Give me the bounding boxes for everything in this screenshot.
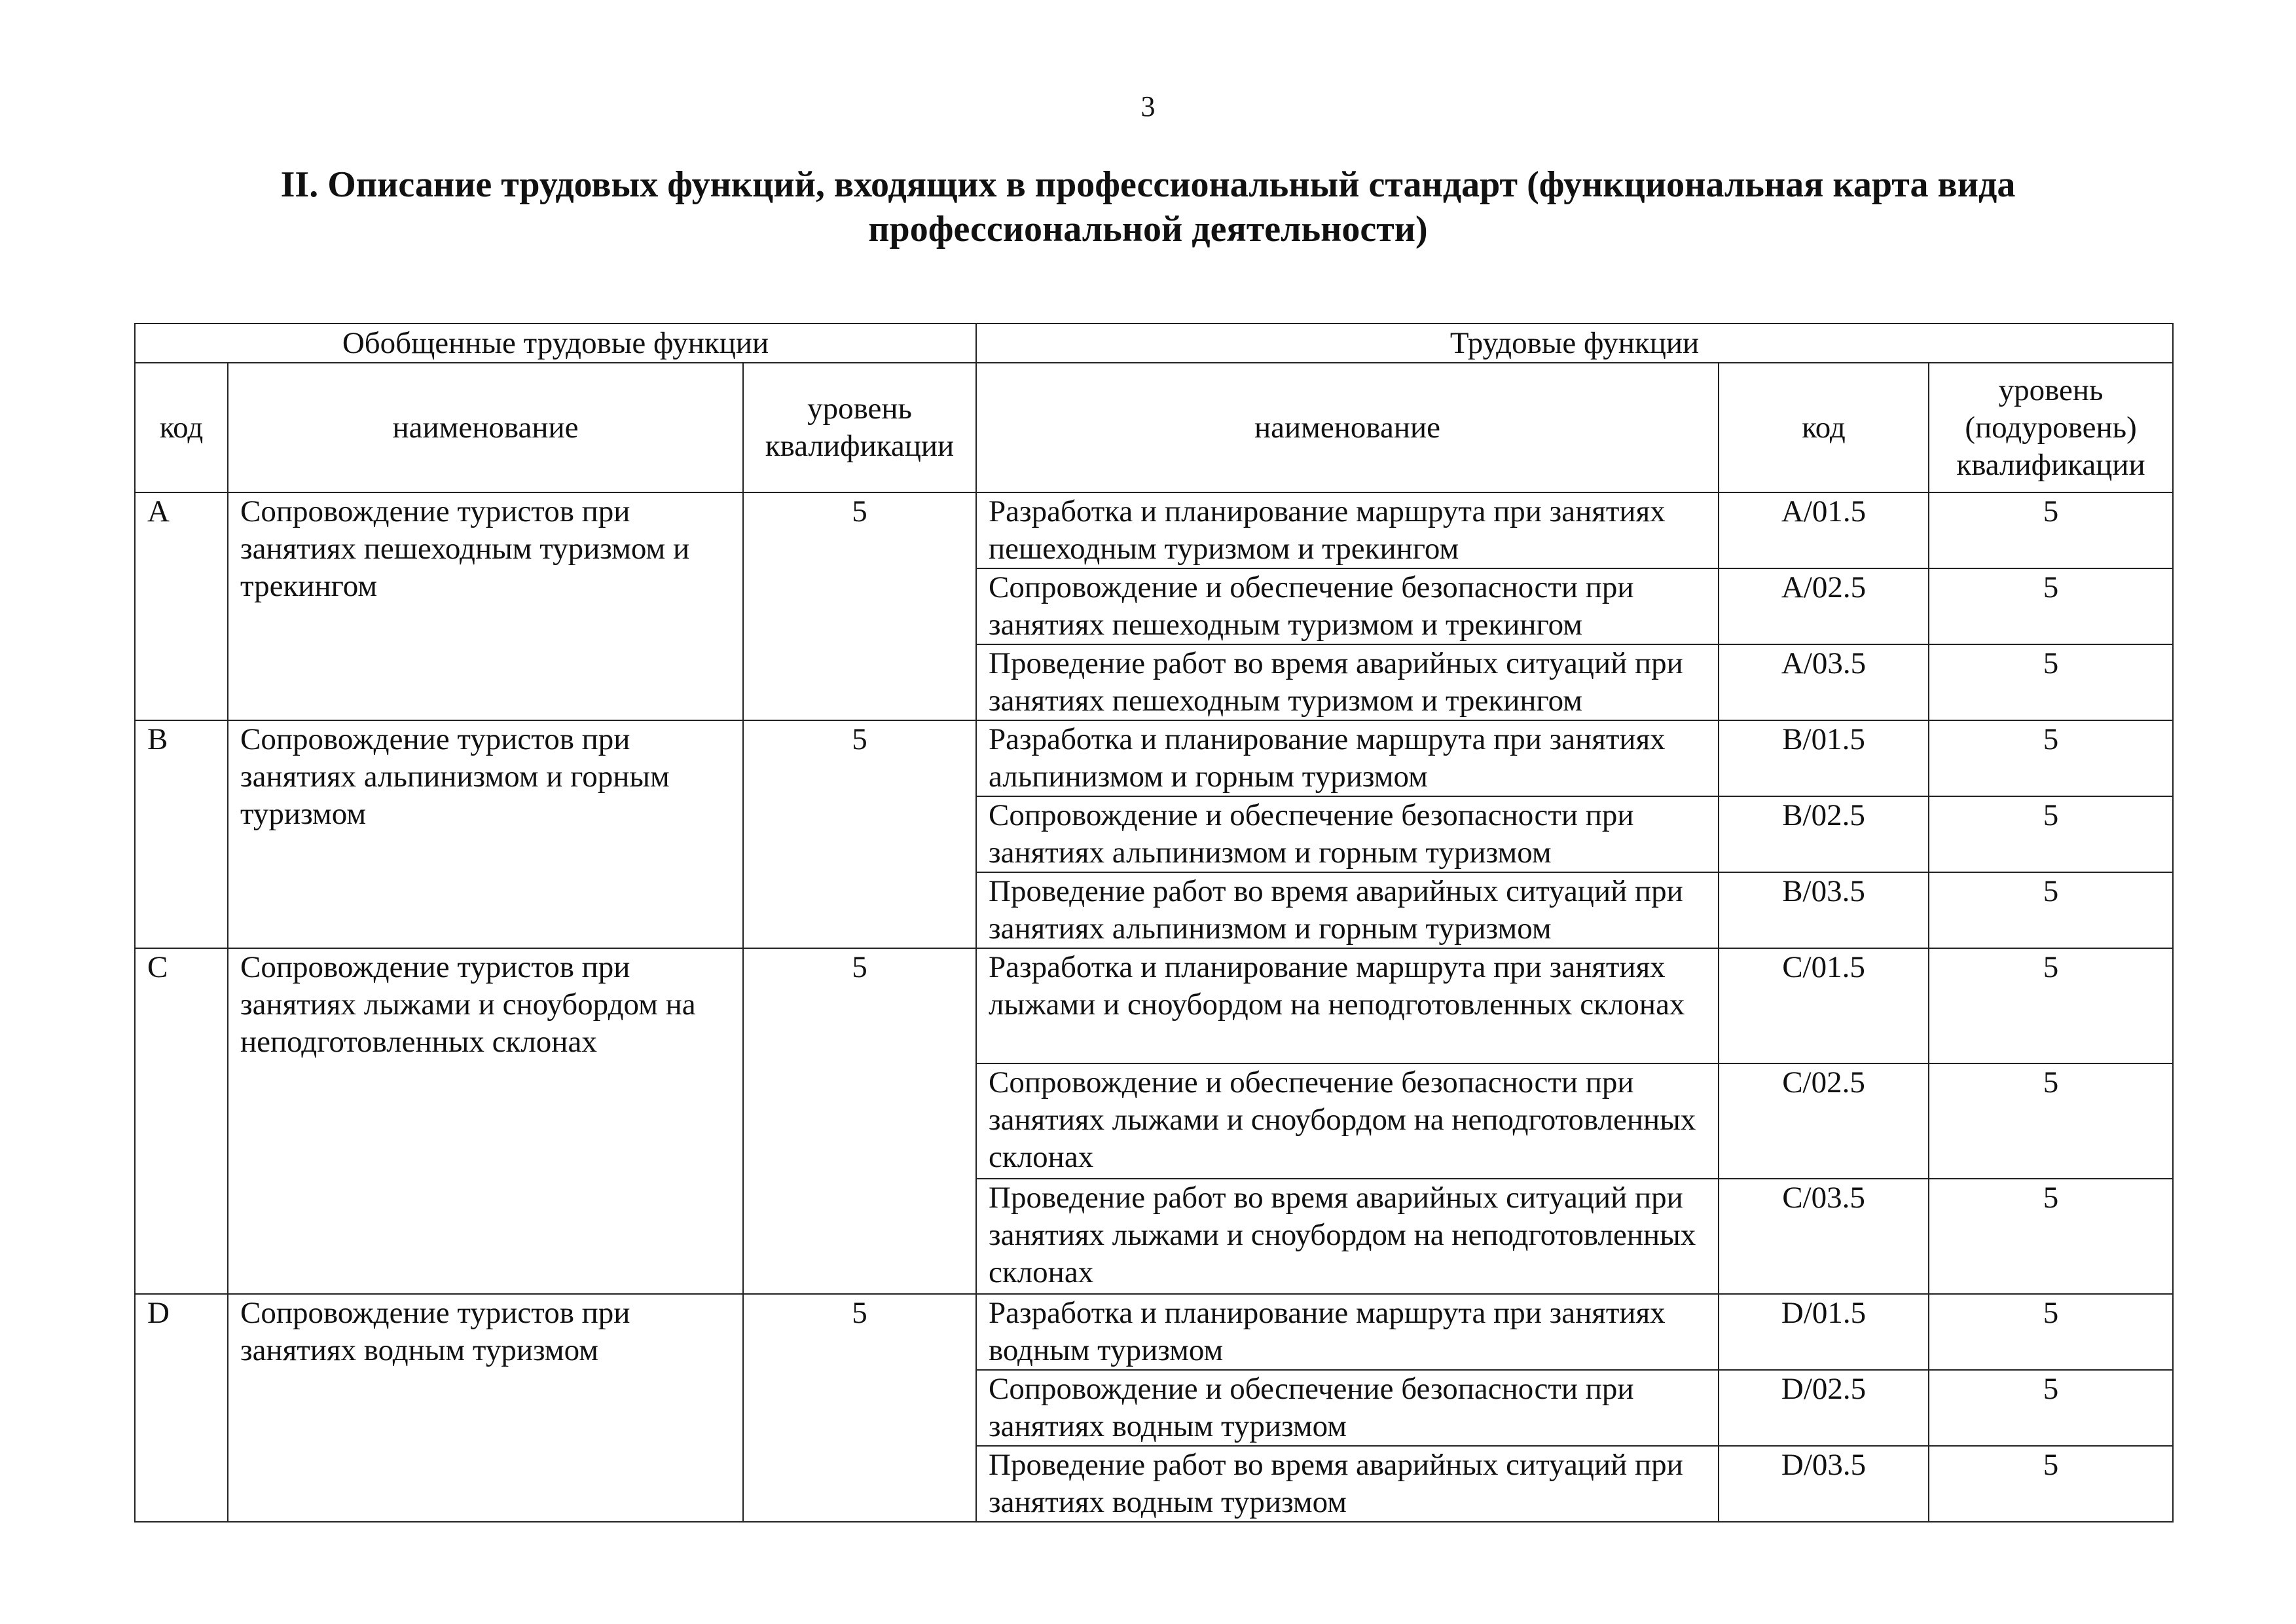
labor-function-name: Сопровождение и обеспечение безопасности при занятиях лыжами и сноубордом на неподготовленных склонах [976, 1063, 1719, 1179]
generalized-function-code: B [135, 720, 228, 948]
column-header-function-name: наименование [976, 363, 1719, 492]
generalized-functions-header: Обобщенные трудовые функции [135, 323, 976, 363]
table-row [135, 948, 2173, 1063]
labor-function-name: Разработка и планирование маршрута при занятиях водным туризмом [976, 1294, 1719, 1370]
labor-function-level: 5 [1929, 1446, 2173, 1522]
labor-functions-header: Трудовые функции [976, 323, 2173, 363]
generalized-function-level: 5 [743, 948, 976, 1294]
labor-function-code: C/03.5 [1719, 1179, 1929, 1294]
generalized-function-name: Сопровождение туристов при занятиях лыжами и сноубордом на неподготовленных склонах [228, 948, 743, 1294]
labor-function-level: 5 [1929, 720, 2173, 796]
column-header-level: уровень квалификации [743, 363, 976, 492]
labor-function-name: Проведение работ во время аварийных ситуаций при занятиях пешеходным туризмом и трекингом [976, 644, 1719, 720]
generalized-function-code: A [135, 492, 228, 720]
labor-function-level: 5 [1929, 872, 2173, 948]
labor-function-level: 5 [1929, 948, 2173, 1063]
labor-function-name: Сопровождение и обеспечение безопасности при занятиях альпинизмом и горным туризмом [976, 796, 1719, 872]
labor-function-code: B/01.5 [1719, 720, 1929, 796]
generalized-function-level: 5 [743, 720, 976, 948]
table-row [135, 492, 2173, 568]
labor-function-code: A/03.5 [1719, 644, 1929, 720]
labor-function-code: A/02.5 [1719, 568, 1929, 644]
labor-function-level: 5 [1929, 644, 2173, 720]
labor-function-code: D/01.5 [1719, 1294, 1929, 1370]
labor-function-name: Разработка и планирование маршрута при занятиях пешеходным туризмом и трекингом [976, 492, 1719, 568]
labor-function-name: Проведение работ во время аварийных ситуаций при занятиях водным туризмом [976, 1446, 1719, 1522]
labor-function-name: Проведение работ во время аварийных ситуаций при занятиях лыжами и сноубордом на неподготовленных склонах [976, 1179, 1719, 1294]
functional-map-table [134, 323, 2174, 1522]
labor-function-code: B/02.5 [1719, 796, 1929, 872]
labor-function-code: D/03.5 [1719, 1446, 1929, 1522]
column-header-name: наименование [228, 363, 743, 492]
table-body [135, 492, 2173, 1522]
labor-function-level: 5 [1929, 1063, 2173, 1179]
labor-function-name: Сопровождение и обеспечение безопасности при занятиях пешеходным туризмом и трекингом [976, 568, 1719, 644]
generalized-function-name: Сопровождение туристов при занятиях пешеходным туризмом и трекингом [228, 492, 743, 720]
labor-function-level: 5 [1929, 1179, 2173, 1294]
table-column-header-row [135, 363, 2173, 492]
labor-function-level: 5 [1929, 1370, 2173, 1446]
labor-function-level: 5 [1929, 1294, 2173, 1370]
labor-function-name: Разработка и планирование маршрута при занятиях альпинизмом и горным туризмом [976, 720, 1719, 796]
labor-function-code: A/01.5 [1719, 492, 1929, 568]
generalized-function-level: 5 [743, 492, 976, 720]
labor-function-level: 5 [1929, 492, 2173, 568]
table-row [135, 720, 2173, 796]
generalized-function-code: C [135, 948, 228, 1294]
labor-function-level: 5 [1929, 796, 2173, 872]
labor-function-name: Сопровождение и обеспечение безопасности при занятиях водным туризмом [976, 1370, 1719, 1446]
generalized-function-code: D [135, 1294, 228, 1522]
column-header-function-level: уровень (подуровень) квалификации [1929, 363, 2173, 492]
column-header-code: код [135, 363, 228, 492]
table-row [135, 1294, 2173, 1370]
generalized-function-name: Сопровождение туристов при занятиях водным туризмом [228, 1294, 743, 1522]
labor-function-name: Проведение работ во время аварийных ситуаций при занятиях альпинизмом и горным туризмом [976, 872, 1719, 948]
labor-function-level: 5 [1929, 568, 2173, 644]
section-title: II. Описание трудовых функций, входящих в профессиональный стандарт (функциональная карта вида профессиональной деятельности) [280, 164, 2016, 249]
page-number: 3 [1140, 90, 1156, 122]
labor-function-name: Разработка и планирование маршрута при занятиях лыжами и сноубордом на неподготовленных склонах [976, 948, 1719, 1063]
table-group-header-row [135, 323, 2173, 363]
generalized-function-level: 5 [743, 1294, 976, 1522]
labor-function-code: D/02.5 [1719, 1370, 1929, 1446]
labor-function-code: B/03.5 [1719, 872, 1929, 948]
labor-function-code: C/02.5 [1719, 1063, 1929, 1179]
labor-function-code: C/01.5 [1719, 948, 1929, 1063]
generalized-function-name: Сопровождение туристов при занятиях альпинизмом и горным туризмом [228, 720, 743, 948]
column-header-function-code: код [1719, 363, 1929, 492]
